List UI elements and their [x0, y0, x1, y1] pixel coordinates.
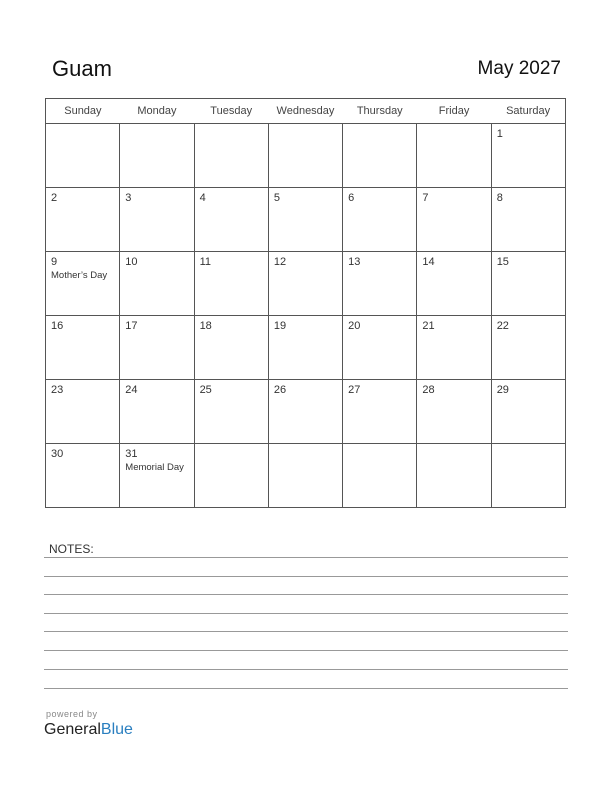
- day-number: 20: [348, 320, 361, 332]
- day-cell: [46, 252, 120, 316]
- empty-day-cell: [343, 444, 417, 508]
- week-row: [46, 444, 566, 508]
- weekday-header: Sunday: [46, 99, 120, 124]
- day-cell: [417, 188, 491, 252]
- day-number: 13: [348, 256, 361, 268]
- week-row: [46, 252, 566, 316]
- empty-day-cell: [120, 124, 194, 188]
- week-row: [46, 188, 566, 252]
- notes-line: [44, 688, 568, 689]
- day-number: 8: [496, 192, 503, 204]
- calendar-grid: [45, 98, 566, 508]
- day-cell: [120, 188, 194, 252]
- day-number: 29: [496, 384, 509, 396]
- day-cell: [417, 252, 491, 316]
- day-cell: [417, 380, 491, 444]
- empty-day-cell: [268, 124, 342, 188]
- day-cell: [491, 380, 565, 444]
- empty-day-cell: [194, 444, 268, 508]
- day-cell: [343, 252, 417, 316]
- empty-day-cell: [194, 124, 268, 188]
- day-number: 19: [273, 320, 287, 332]
- day-number: 24: [125, 384, 138, 396]
- day-number: 27: [348, 384, 361, 396]
- day-number: 17: [125, 320, 138, 332]
- empty-day-cell: [268, 444, 342, 508]
- week-row: [46, 380, 566, 444]
- day-cell: [491, 252, 565, 316]
- day-cell: [46, 444, 120, 508]
- day-number: 30: [51, 448, 64, 460]
- day-cell: [268, 316, 342, 380]
- day-cell: [417, 316, 491, 380]
- day-number: 5: [273, 192, 280, 204]
- day-cell: [46, 316, 120, 380]
- day-cell: [46, 380, 120, 444]
- day-number: 1: [496, 128, 503, 140]
- day-number: 9: [51, 256, 58, 268]
- day-cell: [194, 188, 268, 252]
- notes-label: NOTES:: [49, 542, 94, 556]
- weekday-header: Monday: [120, 99, 194, 124]
- day-cell: [120, 380, 194, 444]
- day-number: 23: [51, 384, 64, 396]
- powered-by-text: powered by: [46, 709, 98, 719]
- month-year-title: May 2027: [477, 58, 561, 79]
- day-cell: [120, 252, 194, 316]
- empty-day-cell: [343, 124, 417, 188]
- notes-line: [44, 669, 568, 670]
- day-number: 4: [199, 192, 206, 204]
- empty-day-cell: [491, 444, 565, 508]
- day-number: 26: [273, 384, 287, 396]
- empty-day-cell: [417, 124, 491, 188]
- week-row: [46, 124, 566, 188]
- day-cell: [343, 380, 417, 444]
- empty-day-cell: [417, 444, 491, 508]
- notes-line: [44, 613, 568, 614]
- holiday-label: Mother’s Day: [51, 270, 108, 281]
- day-cell: [194, 316, 268, 380]
- weekday-header: Saturday: [491, 99, 565, 124]
- weekday-header-row: [46, 99, 566, 124]
- weekday-header: Friday: [417, 99, 491, 124]
- day-number: 14: [422, 256, 435, 268]
- day-cell: [120, 316, 194, 380]
- day-cell: [194, 252, 268, 316]
- day-number: 21: [422, 320, 435, 332]
- holiday-label: Memorial Day: [125, 462, 184, 473]
- week-row: [46, 316, 566, 380]
- day-cell: [194, 380, 268, 444]
- notes-line: [44, 557, 568, 558]
- day-cell: [120, 444, 194, 508]
- day-cell: [343, 316, 417, 380]
- day-number: 25: [199, 384, 212, 396]
- day-number: 28: [422, 384, 435, 396]
- brand-logo-part-general: General: [44, 721, 101, 738]
- weekday-header: Thursday: [343, 99, 417, 124]
- brand-logo-part-blue: Blue: [100, 721, 133, 738]
- day-number: 18: [199, 320, 212, 332]
- day-number: 2: [51, 192, 58, 204]
- day-cell: [491, 316, 565, 380]
- day-number: 7: [422, 192, 429, 204]
- day-cell: [268, 380, 342, 444]
- day-number: 3: [125, 192, 132, 204]
- notes-line: [44, 650, 568, 651]
- day-cell: [343, 188, 417, 252]
- day-cell: [491, 188, 565, 252]
- day-cell: [491, 124, 565, 188]
- day-number: 12: [273, 256, 287, 268]
- empty-day-cell: [46, 124, 120, 188]
- region-title: Guam: [52, 56, 112, 81]
- day-number: 6: [348, 192, 355, 204]
- day-number: 15: [496, 256, 509, 268]
- notes-line: [44, 594, 568, 595]
- day-cell: [46, 188, 120, 252]
- day-number: 22: [496, 320, 509, 332]
- brand-logo[interactable]: [44, 721, 133, 739]
- day-number: 16: [51, 320, 64, 332]
- notes-line: [44, 576, 568, 577]
- weekday-header: Tuesday: [194, 99, 268, 124]
- day-number: 10: [125, 256, 138, 268]
- day-cell: [268, 252, 342, 316]
- notes-line: [44, 631, 568, 632]
- weekday-header: Wednesday: [268, 99, 342, 124]
- day-number: 31: [125, 448, 138, 460]
- day-cell: [268, 188, 342, 252]
- day-number: 11: [199, 256, 211, 268]
